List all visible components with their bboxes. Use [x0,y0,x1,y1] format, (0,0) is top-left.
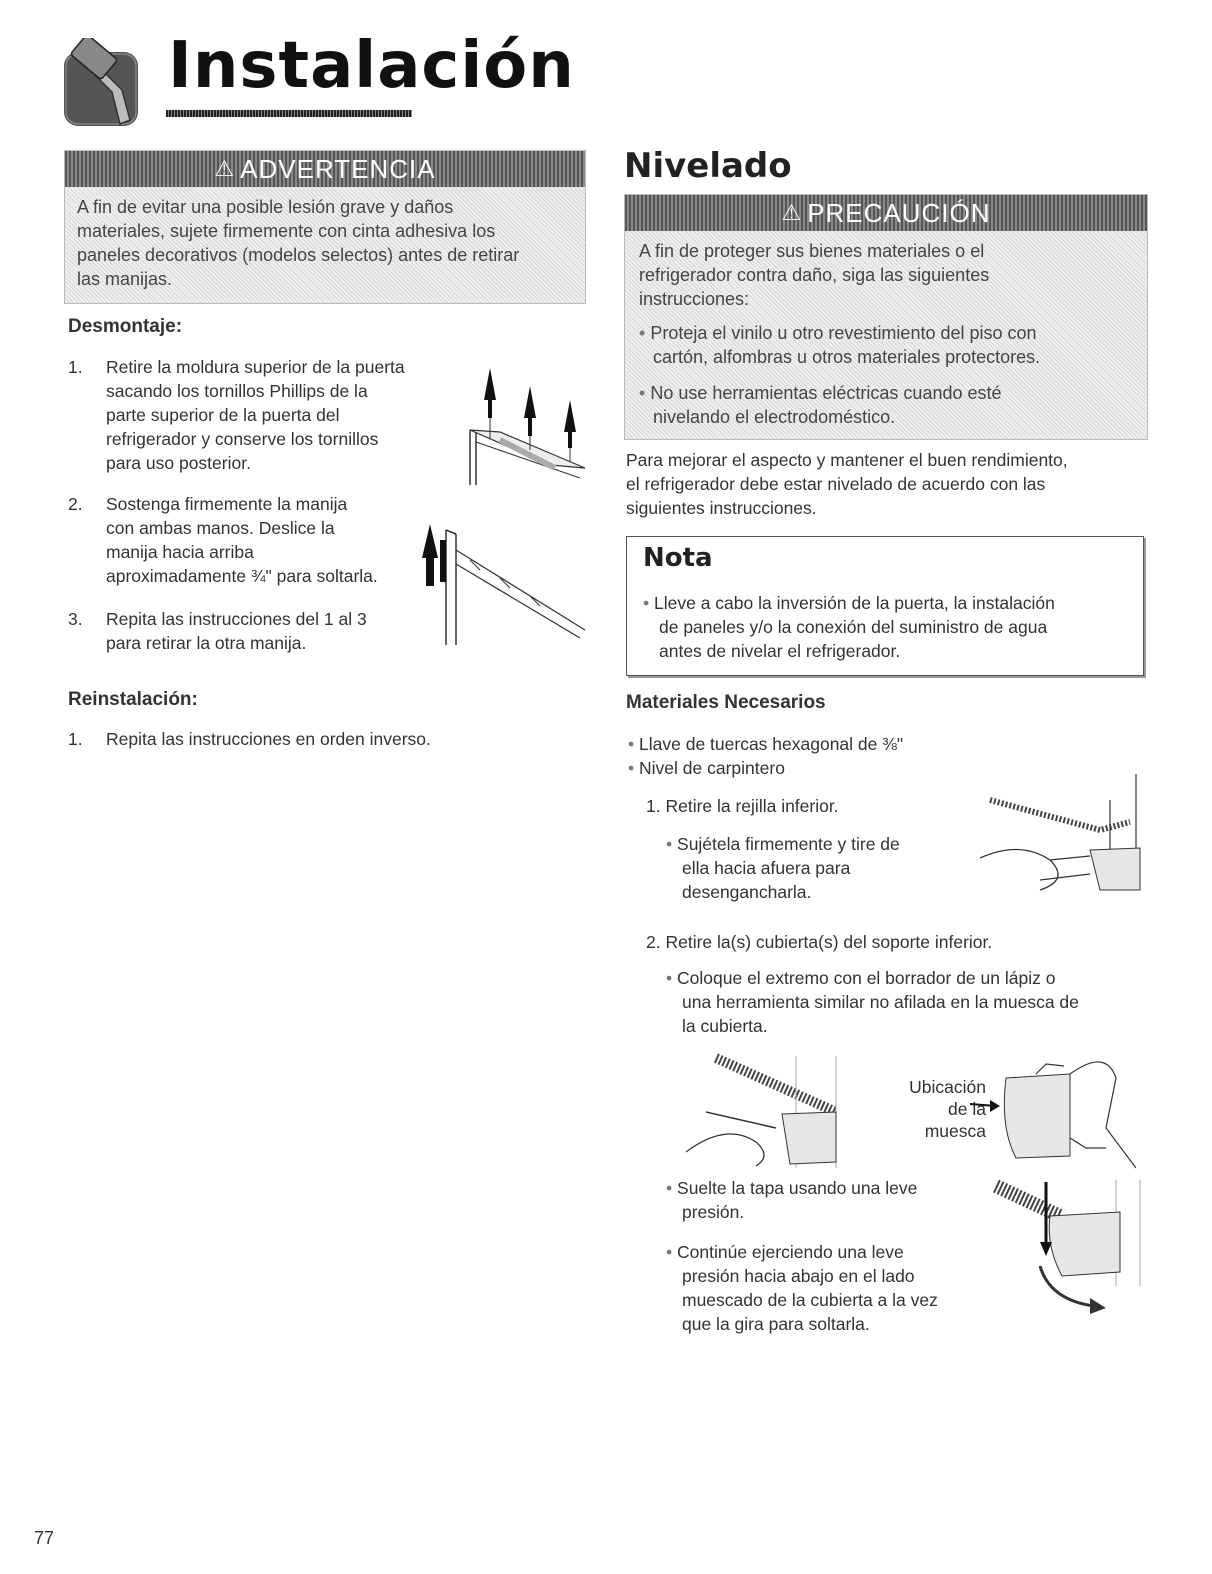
materiales-heading: Materiales Necesarios [626,692,826,713]
advertencia-label: ADVERTENCIA [240,153,436,184]
desmontaje-step-1 [106,355,405,475]
step-line: con ambas manos. Deslice la [106,518,335,538]
precaucion-bullet-cont: cartón, alfombras u otros materiales protectores. [653,347,1041,367]
notch-cover-illustration [966,1048,1136,1172]
callout-line: muesca [924,1121,986,1141]
warning-triangle-icon: ⚠ [781,200,802,225]
nota-line: de paneles y/o la conexión del suministro de agua [659,617,1048,637]
sub-line: desengancharla. [682,882,812,902]
wrench-icon [62,38,154,130]
door-trim-illustration [440,360,590,490]
step-line: refrigerador y conserve los tornillos [106,429,379,449]
page-title: Instalación [168,29,575,103]
nota-line: • Lleve a cabo la inversión de la puerta, la instalación [643,593,1055,613]
page-number: 77 [34,1528,55,1548]
precaucion-box [624,194,1148,440]
sub-line: • Suelte la tapa usando una leve [666,1178,918,1198]
nivelado-step-2: 2. Retire la(s) cubierta(s) del soporte inferior. [646,932,993,952]
step-number: 2. [68,494,83,514]
advertencia-line: las manijas. [77,269,173,289]
nivelado-step-1: 1. Retire la rejilla inferior. [646,796,839,816]
precaucion-header [625,195,1147,231]
desmontaje-step-2 [106,492,378,588]
desmontaje-step-3 [106,607,367,655]
step-line: aproximadamente ¾" para soltarla. [106,566,378,586]
precaucion-line: A fin de proteger sus bienes materiales o el [639,241,985,261]
materiales-item: • Llave de tuercas hexagonal de ⅜" [628,734,904,754]
sub-line: una herramienta similar no afilada en la muesca de [682,992,1079,1012]
step-line: sacando los tornillos Phillips de la [106,381,368,401]
sub-line: • Continúe ejerciendo una leve [666,1242,904,1262]
advertencia-box [64,150,586,304]
advertencia-header [65,151,585,187]
sub-line: la cubierta. [682,1016,768,1036]
nota-box [626,536,1144,676]
step-line: parte superior de la puerta del [106,405,340,425]
sub-text: Sujétela firmemente y tire de [677,834,900,854]
nota-heading: Nota [643,543,713,573]
materiales-item: • Nivel de carpintero [628,758,785,778]
sub-line: ella hacia afuera para [682,858,851,878]
step-line: para uso posterior. [106,453,251,473]
sub-text: Coloque el extremo con el borrador de un lápiz o [677,968,1056,988]
reinstalacion-step-1: Repita las instrucciones en orden inverso. [106,729,431,749]
sub-text: Suelte la tapa usando una leve [677,1178,918,1198]
item-text: Llave de tuercas hexagonal de ⅜" [639,734,904,754]
pencil-notch-illustration [686,1052,856,1168]
sub-line: presión. [682,1202,745,1222]
callout-line: de la [948,1099,986,1119]
cover-rotate-illustration [990,1176,1146,1326]
warning-triangle-icon: ⚠ [214,156,235,181]
nota-line: antes de nivelar el refrigerador. [659,641,901,661]
advertencia-line: materiales, sujete firmemente con cinta adhesiva los [77,221,496,241]
bullet-text: Proteja el vinilo u otro revestimiento del piso con [650,323,1037,343]
sub-line: • Sujétela firmemente y tire de [666,834,900,854]
bullet-text: No use herramientas eléctricas cuando esté [650,383,1002,403]
nota-text: Lleve a cabo la inversión de la puerta, la instalación [654,593,1055,613]
step-line: manija hacia arriba [106,542,254,562]
advertencia-line: A fin de evitar una posible lesión grave y daños [77,197,454,217]
grille-removal-illustration [980,770,1146,900]
step-line: Repita las instrucciones del 1 al 3 [106,609,367,629]
intro-line: el refrigerador debe estar nivelado de acuerdo con las [626,474,1046,494]
sub-line: muescado de la cubierta a la vez [682,1290,938,1310]
step-number: 3. [68,609,83,629]
step-line: Retire la moldura superior de la puerta [106,357,405,377]
sub-line: presión hacia abajo en el lado [682,1266,915,1286]
sub-text: Continúe ejerciendo una leve [677,1242,904,1262]
precaucion-bullet: • No use herramientas eléctricas cuando esté [639,383,1002,403]
callout-line: Ubicación [909,1077,986,1097]
precaucion-label: PRECAUCIÓN [807,197,991,228]
intro-line: siguientes instrucciones. [626,498,817,518]
precaucion-line: refrigerador contra daño, siga las siguientes [639,265,990,285]
title-underline [166,110,412,117]
step-line: para retirar la otra manija. [106,633,307,653]
sub-line: • Coloque el extremo con el borrador de un lápiz o [666,968,1056,988]
nivelado-heading: Nivelado [624,146,792,186]
intro-line: Para mejorar el aspecto y mantener el buen rendimiento, [626,450,1068,470]
desmontaje-heading: Desmontaje: [68,316,183,337]
step-number: 1. [68,729,83,749]
precaucion-bullet: • Proteja el vinilo u otro revestimiento del piso con [639,323,1037,343]
step-number: 1. [68,357,83,377]
precaucion-bullet-cont: nivelando el electrodoméstico. [653,407,896,427]
item-text: Nivel de carpintero [639,758,785,778]
reinstalacion-heading: Reinstalación: [68,689,198,710]
step-line: Sostenga firmemente la manija [106,494,348,514]
nivelado-intro [626,448,1068,520]
precaucion-line: instrucciones: [639,289,750,309]
handle-slide-illustration [410,520,590,650]
advertencia-line: paneles decorativos (modelos selectos) antes de retirar [77,245,520,265]
sub-line: que la gira para soltarla. [682,1314,870,1334]
